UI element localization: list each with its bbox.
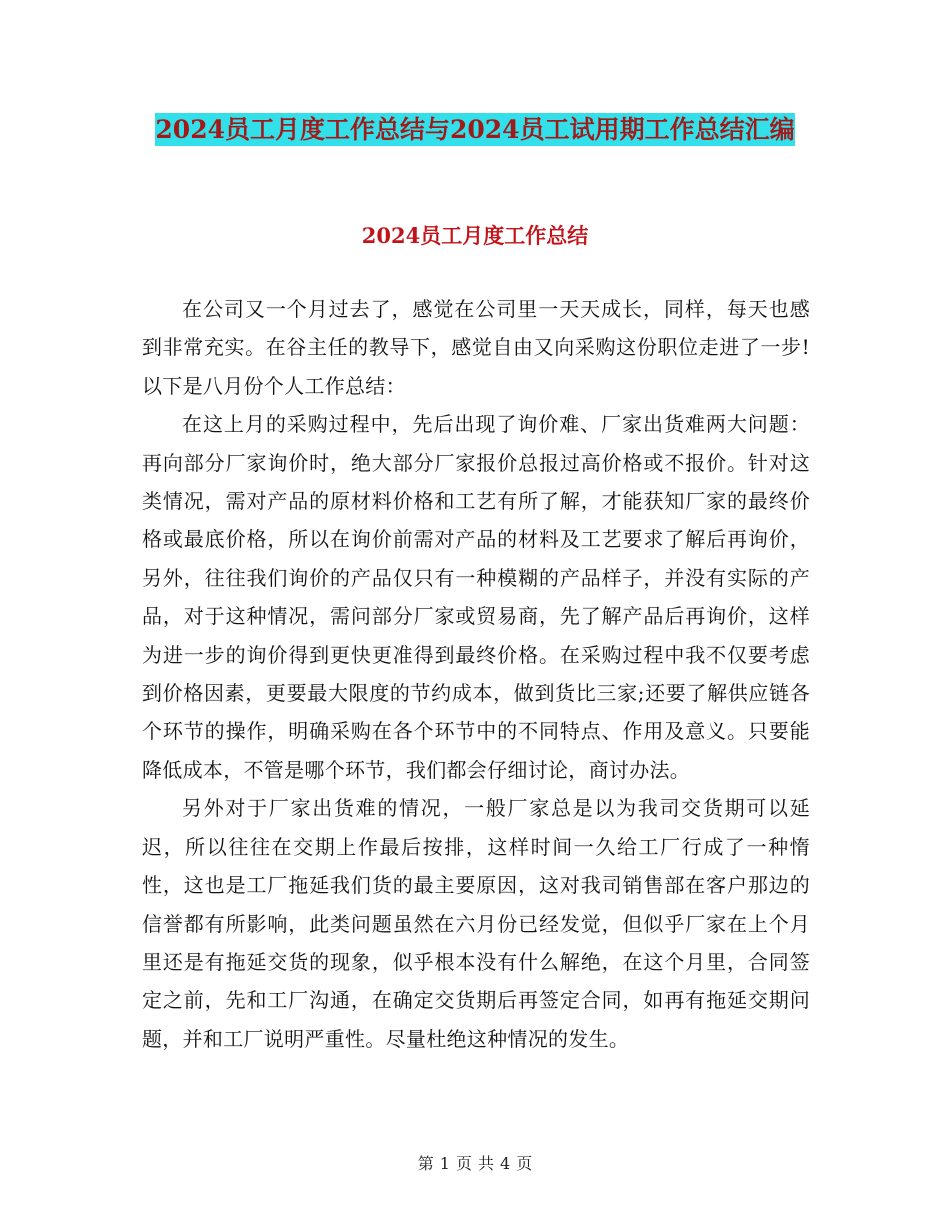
body-paragraph: 另外对于厂家出货难的情况，一般厂家总是以为我司交货期可以延迟，所以往往在交期上作最后按排，这样时间一久给工厂行成了一种惰性，这也是工厂拖延我们货的最主要原因，这对我司销售部在客户那边的信誉都有所影响，此类问题虽然在六月份已经发觉，但似乎厂家在上个月里还是有拖延交货的现象，似乎根本没有什么解绝，在这个月里，合同签定之前，先和工厂沟通，在确定交货期后再签定合同，如再有拖延交期问题，并和工厂说明严重性。尽量杜绝这种情况的发生。 — [142, 796, 810, 1051]
footer-label-ye: 页 — [455, 1154, 472, 1173]
document-title-text: 2024员工月度工作总结与2024员工试用期工作总结汇编 — [155, 115, 795, 144]
footer-label-total: 共 — [478, 1154, 495, 1173]
page-footer — [0, 1152, 950, 1176]
section-title: 2024员工月度工作总结 — [361, 223, 589, 248]
footer-current-page: 1 — [439, 1154, 450, 1173]
footer-total-pages: 4 — [500, 1154, 511, 1173]
body-paragraph: 在这上月的采购过程中，先后出现了询价难、厂家出货难两大问题：再向部分厂家询价时，绝大部分厂家报价总报过高价格或不报价。针对这类情况，需对产品的原材料价格和工艺有所了解，才能获知厂家的最终价格或最底价格，所以在询价前需对产品的材料及工艺要求了解后再询价，另外，往往我们询价的产品仅只有一种模糊的产品样子，并没有实际的产品，对于这种情况，需问部分厂家或贸易商，先了解产品后再询价，这样为进一步的询价得到更快更准得到最终价格。在采购过程中我不仅要考虑到价格因素，更要最大限度的节约成本，做到货比三家;还要了解供应链各个环节的操作，明确采购在各个环节中的不同特点、作用及意义。只要能降低成本，不管是哪个环节，我们都会仔细讨论，商讨办法。 — [142, 412, 810, 782]
document-title — [0, 108, 950, 152]
footer-label-page: 第 — [417, 1154, 434, 1173]
footer-label-ye2: 页 — [516, 1154, 533, 1173]
body-paragraph: 在公司又一个月过去了，感觉在公司里一天天成长，同样，每天也感到非常充实。在谷主任的教导下，感觉自由又向采购这份职位走进了一步!以下是八月份个人工作总结： — [142, 297, 810, 398]
document-body — [142, 290, 810, 1058]
